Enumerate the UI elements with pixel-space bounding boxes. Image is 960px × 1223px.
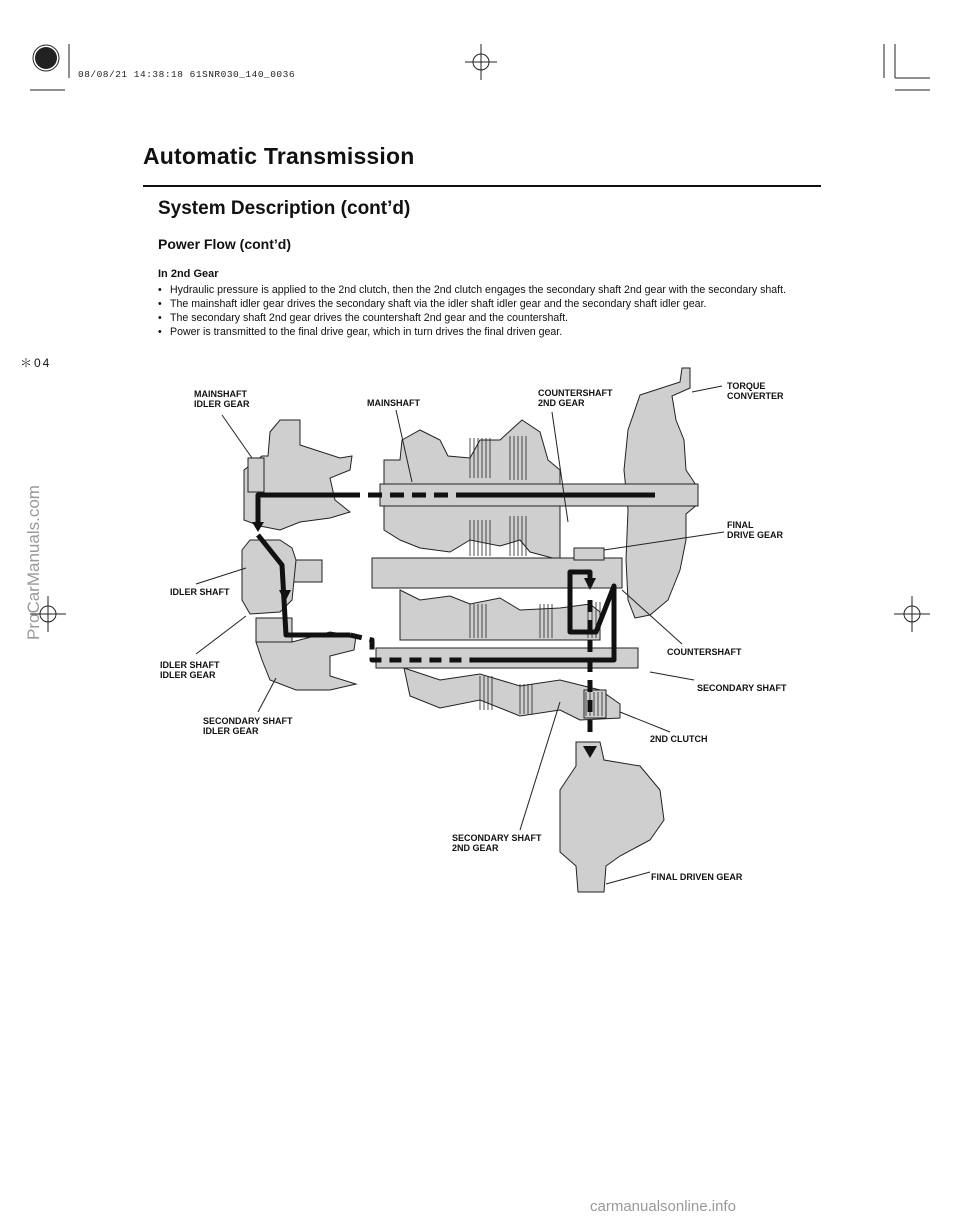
callout-mainshaft-idler-gear: MAINSHAFT IDLER GEAR: [194, 389, 250, 409]
watermark-bottom: carmanualsonline.info: [590, 1198, 736, 1215]
callout-countershaft: COUNTERSHAFT: [667, 647, 742, 657]
callout-secondary-shaft: SECONDARY SHAFT: [697, 683, 787, 693]
watermark-side: ProCarManuals.com: [24, 485, 43, 640]
gear-heading: In 2nd Gear: [158, 268, 219, 280]
bullet-item: • Power is transmitted to the final drive gear, which in turn drives the final driven gear.: [158, 325, 808, 339]
clutch-assembly-mid: [384, 506, 560, 560]
final-driven-gear-part: [560, 742, 664, 892]
callout-secondary-shaft-2nd-gear: SECONDARY SHAFT 2ND GEAR: [452, 833, 542, 853]
callout-mainshaft: MAINSHAFT: [367, 398, 420, 408]
mainshaft-idler-gear: [248, 458, 264, 492]
side-code: ＊04: [20, 356, 52, 370]
page-title: Automatic Transmission: [143, 143, 415, 169]
2nd-clutch-part: [584, 690, 606, 718]
callout-countershaft-2nd-gear: COUNTERSHAFT 2ND GEAR: [538, 388, 613, 408]
final-drive-gear-part: [574, 548, 604, 560]
bullet-item: • The secondary shaft 2nd gear drives the countershaft 2nd gear and the countershaft.: [158, 311, 808, 325]
callout-secondary-shaft-idler-gear: SECONDARY SHAFT IDLER GEAR: [203, 716, 293, 736]
callout-idler-shaft: IDLER SHAFT: [170, 587, 230, 597]
section-title: System Description (cont’d): [158, 198, 411, 219]
bullet-item: • Hydraulic pressure is applied to the 2nd clutch, then the 2nd clutch engages the secondary shaft 2nd gear with the secondary shaft.: [158, 283, 808, 297]
flow-arrow-mainshaft-idler: [252, 522, 264, 532]
print-stamp: 08/08/21 14:38:18 61SNR030_140_0036: [78, 69, 296, 80]
callout-final-driven-gear: FINAL DRIVEN GEAR: [651, 872, 743, 882]
callout-torque-converter: TORQUE CONVERTER: [727, 381, 784, 401]
callout-final-drive-gear: FINAL DRIVE GEAR: [727, 520, 784, 540]
subsection-title: Power Flow (cont’d): [158, 236, 291, 252]
callout-idler-shaft-idler-gear: IDLER SHAFT IDLER GEAR: [160, 660, 220, 680]
callout-2nd-clutch: 2ND CLUTCH: [650, 734, 708, 744]
bullet-item: • The mainshaft idler gear drives the secondary shaft via the idler shaft idler gear and the secondary shaft idler gear.: [158, 297, 808, 311]
